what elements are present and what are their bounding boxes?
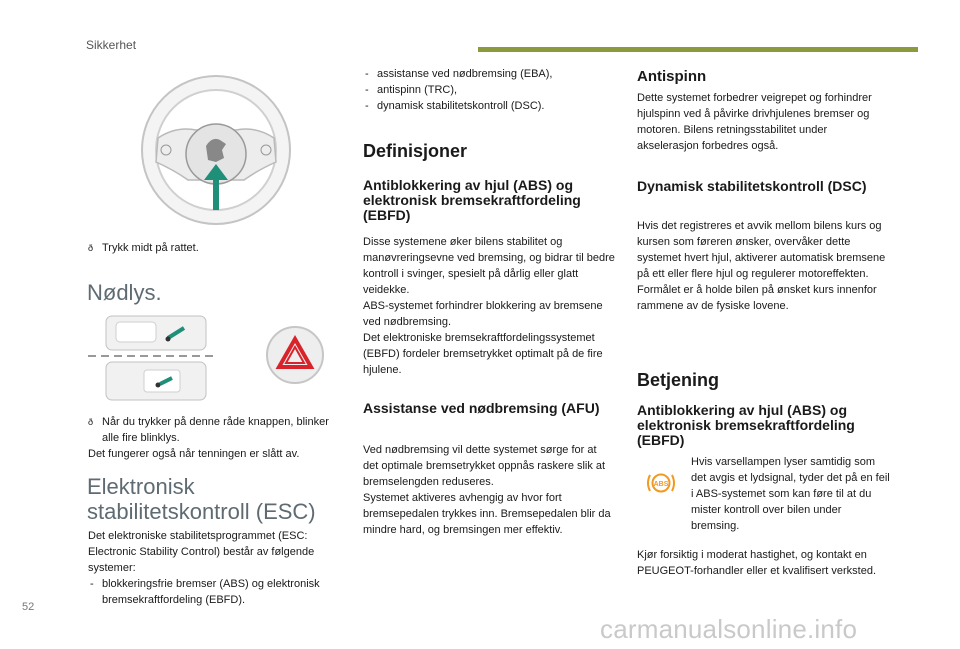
definitions-title: Definisjoner — [363, 141, 468, 161]
abs-warning-lamp-icon — [646, 470, 676, 496]
abs-definition-para: Disse systemene øker bilens stabilitet og manøvreringsevne ved bremsing, og bidrar til bedre kontroll i svinger, spesielt på dårlig eller glatt veidekke. — [363, 236, 615, 296]
header-accent-bar — [478, 47, 918, 52]
abs-advice-text: Kjør forsiktig i moderat hastighet, og kontakt en PEUGEOT-forhandler eller et kvalifisert verksted. — [637, 549, 877, 577]
esc-intro — [88, 528, 338, 608]
afu-title: Assistanse ved nødbremsing (AFU) — [363, 400, 600, 416]
esc-list-continued — [363, 66, 613, 114]
esc-list-item: - dynamisk stabilitetskontroll (DSC). — [363, 98, 613, 114]
afu-para: Ved nødbremsing vil dette systemet sørge for at det optimale bremsetrykket oppnås raskere slik at bremselengden reduseres. — [363, 444, 606, 488]
hazard-title: Nødlys. — [87, 280, 162, 305]
abs-operation-title: Antiblokkering av hjul (ABS) og elektronisk bremsekraftfordeling (EBFD) — [637, 402, 855, 448]
abs-definition-para: Det elektroniske bremsekraftfordelingssystemet (EBFD) fordeler bremsetrykket optimalt på de fire hjulene. — [363, 332, 603, 376]
esc-list-item: - assistanse ved nødbremsing (EBA), — [363, 66, 613, 82]
steering-caption: ð Trykk midt på rattet. — [88, 240, 352, 256]
dashboard-illustration — [88, 312, 218, 404]
abs-definition-para: ABS-systemet forhindrer blokkering av bremsene ved nødbremsing. — [363, 300, 603, 328]
esc-list-item: - blokkeringsfrie bremser (ABS) og elektronisk bremsekraftfordeling (EBFD). — [88, 576, 338, 608]
antispin-text: Dette systemet forbedrer veigrepet og forhindrer hjulspinn ved å påvirke drivhjulenes bremser og motoren. Bilens retningsstabilitet under akselerasjon forbedres også. — [637, 92, 872, 152]
esc-title — [87, 474, 316, 524]
abs-definition-text — [363, 234, 619, 378]
esc-title-line1: Elektronisk — [87, 474, 195, 499]
hazard-button-icon — [265, 325, 325, 385]
watermark: carmanualsonline.info — [600, 614, 858, 644]
abs-lamp-label: ABS — [653, 481, 669, 488]
dsc-title: Dynamisk stabilitetskontroll (DSC) — [637, 178, 867, 194]
afu-para: Systemet aktiveres avhengig av hvor fort bremsepedalen trykkes inn. Bremsepedalen blir da mindre hard, og bremsingen mer effektiv. — [363, 492, 611, 536]
operation-title: Betjening — [637, 370, 720, 390]
esc-title-line2: stabilitetskontroll (ESC) — [87, 499, 316, 524]
esc-list-item: - antispinn (TRC), — [363, 82, 613, 98]
antispin-title: Antispinn — [637, 68, 707, 85]
hazard-note: Det fungerer også når tenningen er slått av. — [88, 448, 300, 460]
abs-definition-title: Antiblokkering av hjul (ABS) og elektronisk bremsekraftfordeling (EBFD) — [363, 177, 581, 223]
steering-wheel-illustration — [136, 70, 296, 230]
hazard-instructions — [88, 414, 338, 462]
afu-text — [363, 442, 613, 538]
dsc-text: Hvis det registreres et avvik mellom bilens kurs og kursen som føreren ønsker, overvåker dette systemet hvert hjul, aktiverer automatisk bremsene på ett eller flere hjul og regulerer motoreffekten. Formålet er å holde bilen på ønsket kurs innenfor rammene av de fysiske lovene. — [637, 220, 886, 312]
page-number: 52 — [22, 601, 35, 613]
abs-warning-text: Hvis varsellampen lyser samtidig som det avgis et lydsignal, tyder det på en feil i ABS-systemet som kan føre til at du mister kontroll over bilen under bremsing. — [691, 456, 890, 532]
section-title: Sikkerhet — [86, 38, 137, 52]
esc-intro-text: Det elektroniske stabilitetsprogrammet (ESC: Electronic Stability Control) består av følgende systemer: — [88, 530, 315, 574]
hazard-instruction: ð Når du trykker på denne råde knappen, blinker alle fire blinklys. — [88, 414, 338, 446]
